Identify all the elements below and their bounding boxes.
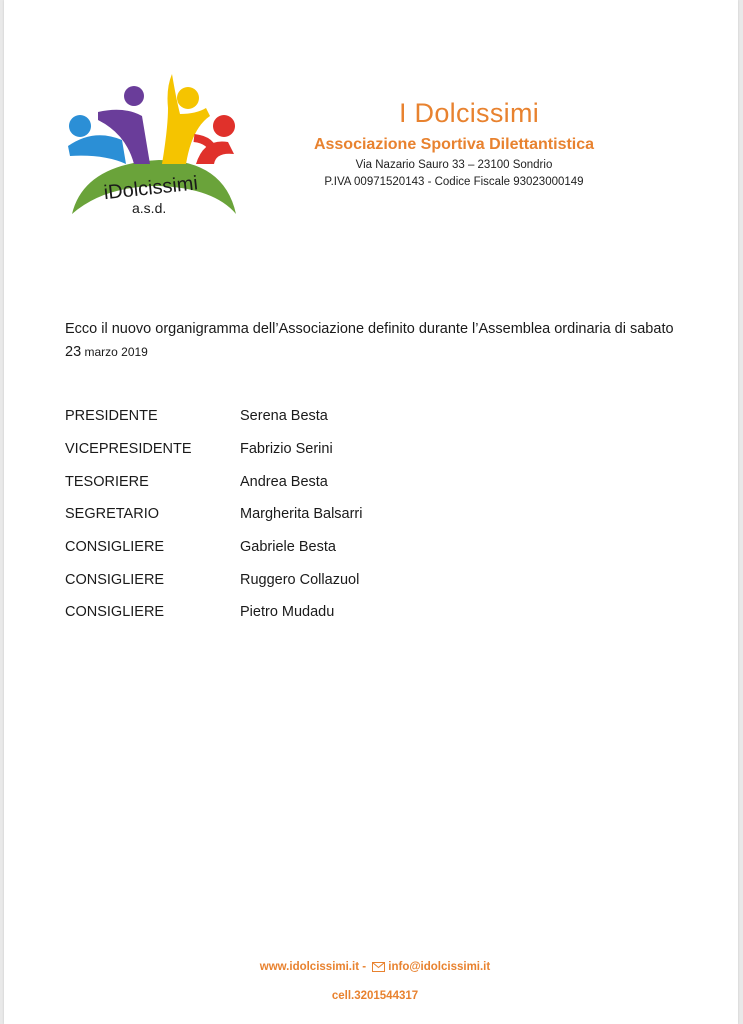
- document-page: [4, 0, 738, 1024]
- role-row: [65, 400, 565, 433]
- role-title: SEGRETARIO: [65, 506, 159, 523]
- organization-subtitle: Associazione Sportiva Dilettantistica: [313, 136, 595, 153]
- organization-tax-info: P.IVA 00971520143 - Codice Fiscale 93023000149: [324, 176, 584, 188]
- role-row: [65, 563, 565, 596]
- role-row: [65, 596, 565, 629]
- roles-list: [65, 400, 565, 629]
- role-name: Pietro Mudadu: [240, 604, 335, 621]
- role-name: Andrea Besta: [240, 473, 328, 490]
- logo-subtext: a.s.d.: [132, 200, 167, 216]
- role-title: CONSIGLIERE: [65, 604, 165, 621]
- footer-phone: cell.3201544317: [331, 990, 419, 1002]
- email-link[interactable]: info@idolcissimi.it: [388, 961, 491, 973]
- role-name: Serena Besta: [240, 408, 328, 425]
- role-row: [65, 433, 565, 466]
- role-row: [65, 465, 565, 498]
- role-title: PRESIDENTE: [65, 408, 158, 425]
- intro-paragraph: [65, 318, 685, 364]
- footer-contacts: [8, 961, 742, 975]
- organization-name: I Dolcissimi: [398, 98, 540, 128]
- role-name: Gabriele Besta: [240, 539, 336, 556]
- intro-text: Ecco il nuovo organigramma dell’Associazione definito durante l’Assemblea ordinaria di sabato 23: [65, 321, 674, 360]
- role-title: CONSIGLIERE: [65, 571, 165, 588]
- role-row: [65, 531, 565, 564]
- role-title: VICEPRESIDENTE: [65, 441, 192, 458]
- role-title: TESORIERE: [65, 473, 149, 490]
- role-name: Ruggero Collazuol: [240, 571, 360, 588]
- role-name: Fabrizio Serini: [240, 441, 333, 458]
- association-logo: [64, 68, 242, 218]
- role-row: [65, 498, 565, 531]
- role-title: CONSIGLIERE: [65, 539, 165, 556]
- role-name: Margherita Balsarri: [240, 506, 363, 523]
- website-link[interactable]: www.idolcissimi.it -: [259, 961, 367, 973]
- logo-text: iDolcissimi: [102, 172, 199, 205]
- mail-icon: [372, 962, 385, 975]
- organization-address: Via Nazario Sauro 33 – 23100 Sondrio: [355, 159, 553, 171]
- intro-date: marzo 2019: [81, 345, 148, 359]
